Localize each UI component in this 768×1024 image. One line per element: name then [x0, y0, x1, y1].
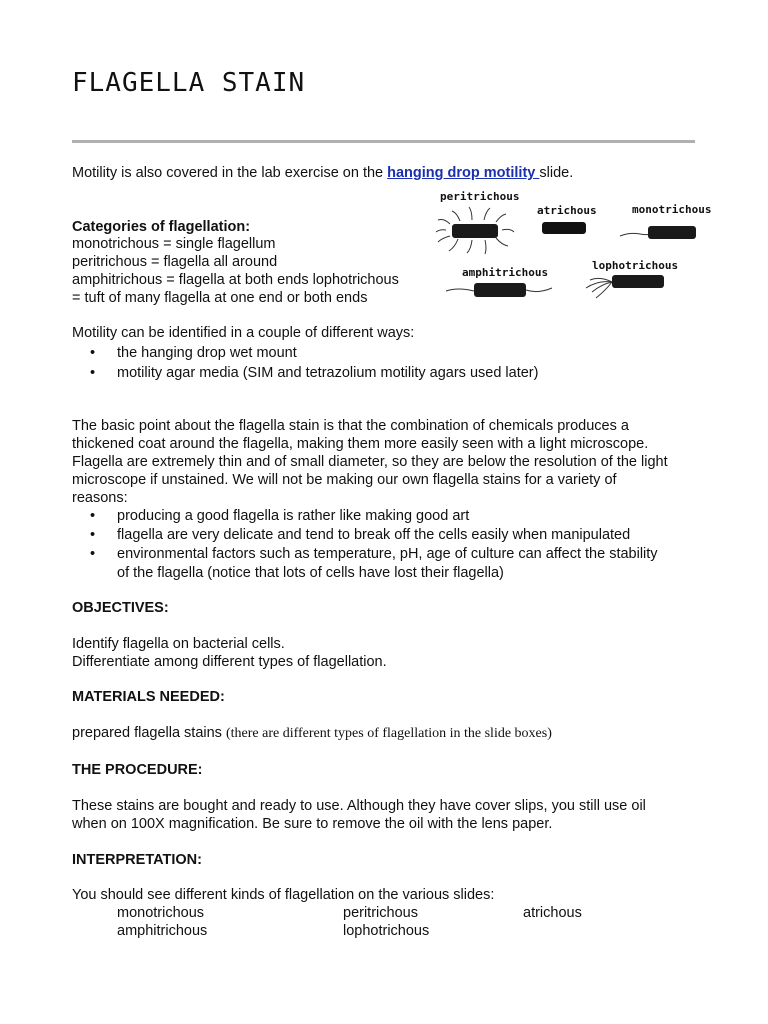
basic-line: microscope if unstained. We will not be making our own flagella stains for a variety of: [72, 472, 617, 488]
reason-bullet-continued: of the flagella (notice that lots of cells have lost their flagella): [117, 565, 504, 581]
amphitrichous-flagellum-right: [526, 288, 552, 292]
interpretation-lead: You should see different kinds of flagellation on the various slides:: [72, 887, 495, 903]
intro-paragraph: [72, 164, 573, 182]
slide-type: amphitrichous: [117, 923, 208, 939]
materials-heading: MATERIALS NEEDED:: [72, 689, 225, 705]
peritrichous-cell-body: [452, 224, 498, 238]
procedure-line: These stains are bought and ready to use. Although they have cover slips, you still use oil: [72, 798, 646, 814]
materials-text: prepared flagella stains: [72, 725, 226, 741]
procedure-heading: THE PROCEDURE:: [72, 762, 203, 778]
lophotrichous-flagella: [586, 278, 612, 298]
basic-line: thickened coat around the flagella, making them more easily seen with a light microscope.: [72, 436, 649, 452]
objective-line: Identify flagella on bacterial cells.: [72, 636, 285, 652]
figure-label-peritrichous: peritrichous: [440, 190, 520, 203]
interpretation-heading: INTERPRETATION:: [72, 852, 202, 868]
slide-type: monotrichous: [117, 905, 205, 921]
figure-label-amphitrichous: amphitrichous: [462, 266, 549, 279]
motility-lead: Motility can be identified in a couple of different ways:: [72, 325, 415, 341]
basic-line: The basic point about the flagella stain is that the combination of chemicals produces a: [72, 418, 629, 434]
bullet-icon: •: [90, 527, 96, 543]
atrichous-cell-body: [542, 222, 586, 234]
objectives-heading: OBJECTIVES:: [72, 600, 169, 616]
figure-label-monotrichous: monotrichous: [632, 203, 712, 216]
amphitrichous-flagellum-left: [446, 289, 474, 291]
horizontal-rule: [72, 140, 695, 143]
amphitrichous-cell-body: [474, 283, 526, 297]
materials-line: [72, 724, 552, 743]
slide-type: atrichous: [523, 905, 582, 921]
reason-bullet: environmental factors such as temperature, pH, age of culture can affect the stability: [117, 546, 658, 562]
category-line: amphitrichous = flagella at both ends lophotrichous: [72, 272, 399, 288]
slide-type: peritrichous: [343, 905, 418, 921]
intro-text-after: slide.: [539, 165, 574, 181]
materials-note: (there are different types of flagellation in the slide boxes): [225, 726, 552, 741]
bullet-icon: •: [90, 546, 96, 562]
figure-label-lophotrichous: lophotrichous: [592, 259, 679, 272]
monotrichous-cell-body: [648, 226, 696, 239]
motility-bullet: the hanging drop wet mount: [117, 345, 297, 361]
basic-line: Flagella are extremely thin and of small diameter, so they are below the resolution of the light: [72, 454, 668, 470]
category-line: peritrichous = flagella all around: [72, 254, 278, 270]
lophotrichous-cell-body: [612, 275, 664, 288]
flagellation-figure: [430, 190, 718, 305]
figure-label-atrichous: atrichous: [537, 204, 597, 217]
category-line: monotrichous = single flagellum: [72, 236, 276, 252]
intro-text-before: Motility is also covered in the lab exercise on the: [72, 165, 388, 181]
bullet-icon: •: [90, 508, 96, 524]
bullet-icon: •: [90, 345, 96, 361]
page-title: FLAGELLA STAIN: [72, 68, 306, 98]
reason-bullet: flagella are very delicate and tend to break off the cells easily when manipulated: [117, 527, 631, 543]
slide-type: lophotrichous: [343, 923, 430, 939]
basic-line: reasons:: [72, 490, 128, 506]
objective-line: Differentiate among different types of flagellation.: [72, 654, 387, 670]
bullet-icon: •: [90, 365, 96, 381]
hanging-drop-motility-link[interactable]: hanging drop motility: [387, 165, 540, 181]
categories-heading: Categories of flagellation:: [72, 219, 251, 235]
category-line: = tuft of many flagella at one end or both ends: [72, 290, 368, 306]
reason-bullet: producing a good flagella is rather like making good art: [117, 508, 470, 524]
flagellation-drawings: [430, 190, 718, 305]
procedure-line: when on 100X magnification. Be sure to remove the oil with the lens paper.: [72, 816, 553, 832]
motility-bullet: motility agar media (SIM and tetrazolium motility agars used later): [117, 365, 539, 381]
